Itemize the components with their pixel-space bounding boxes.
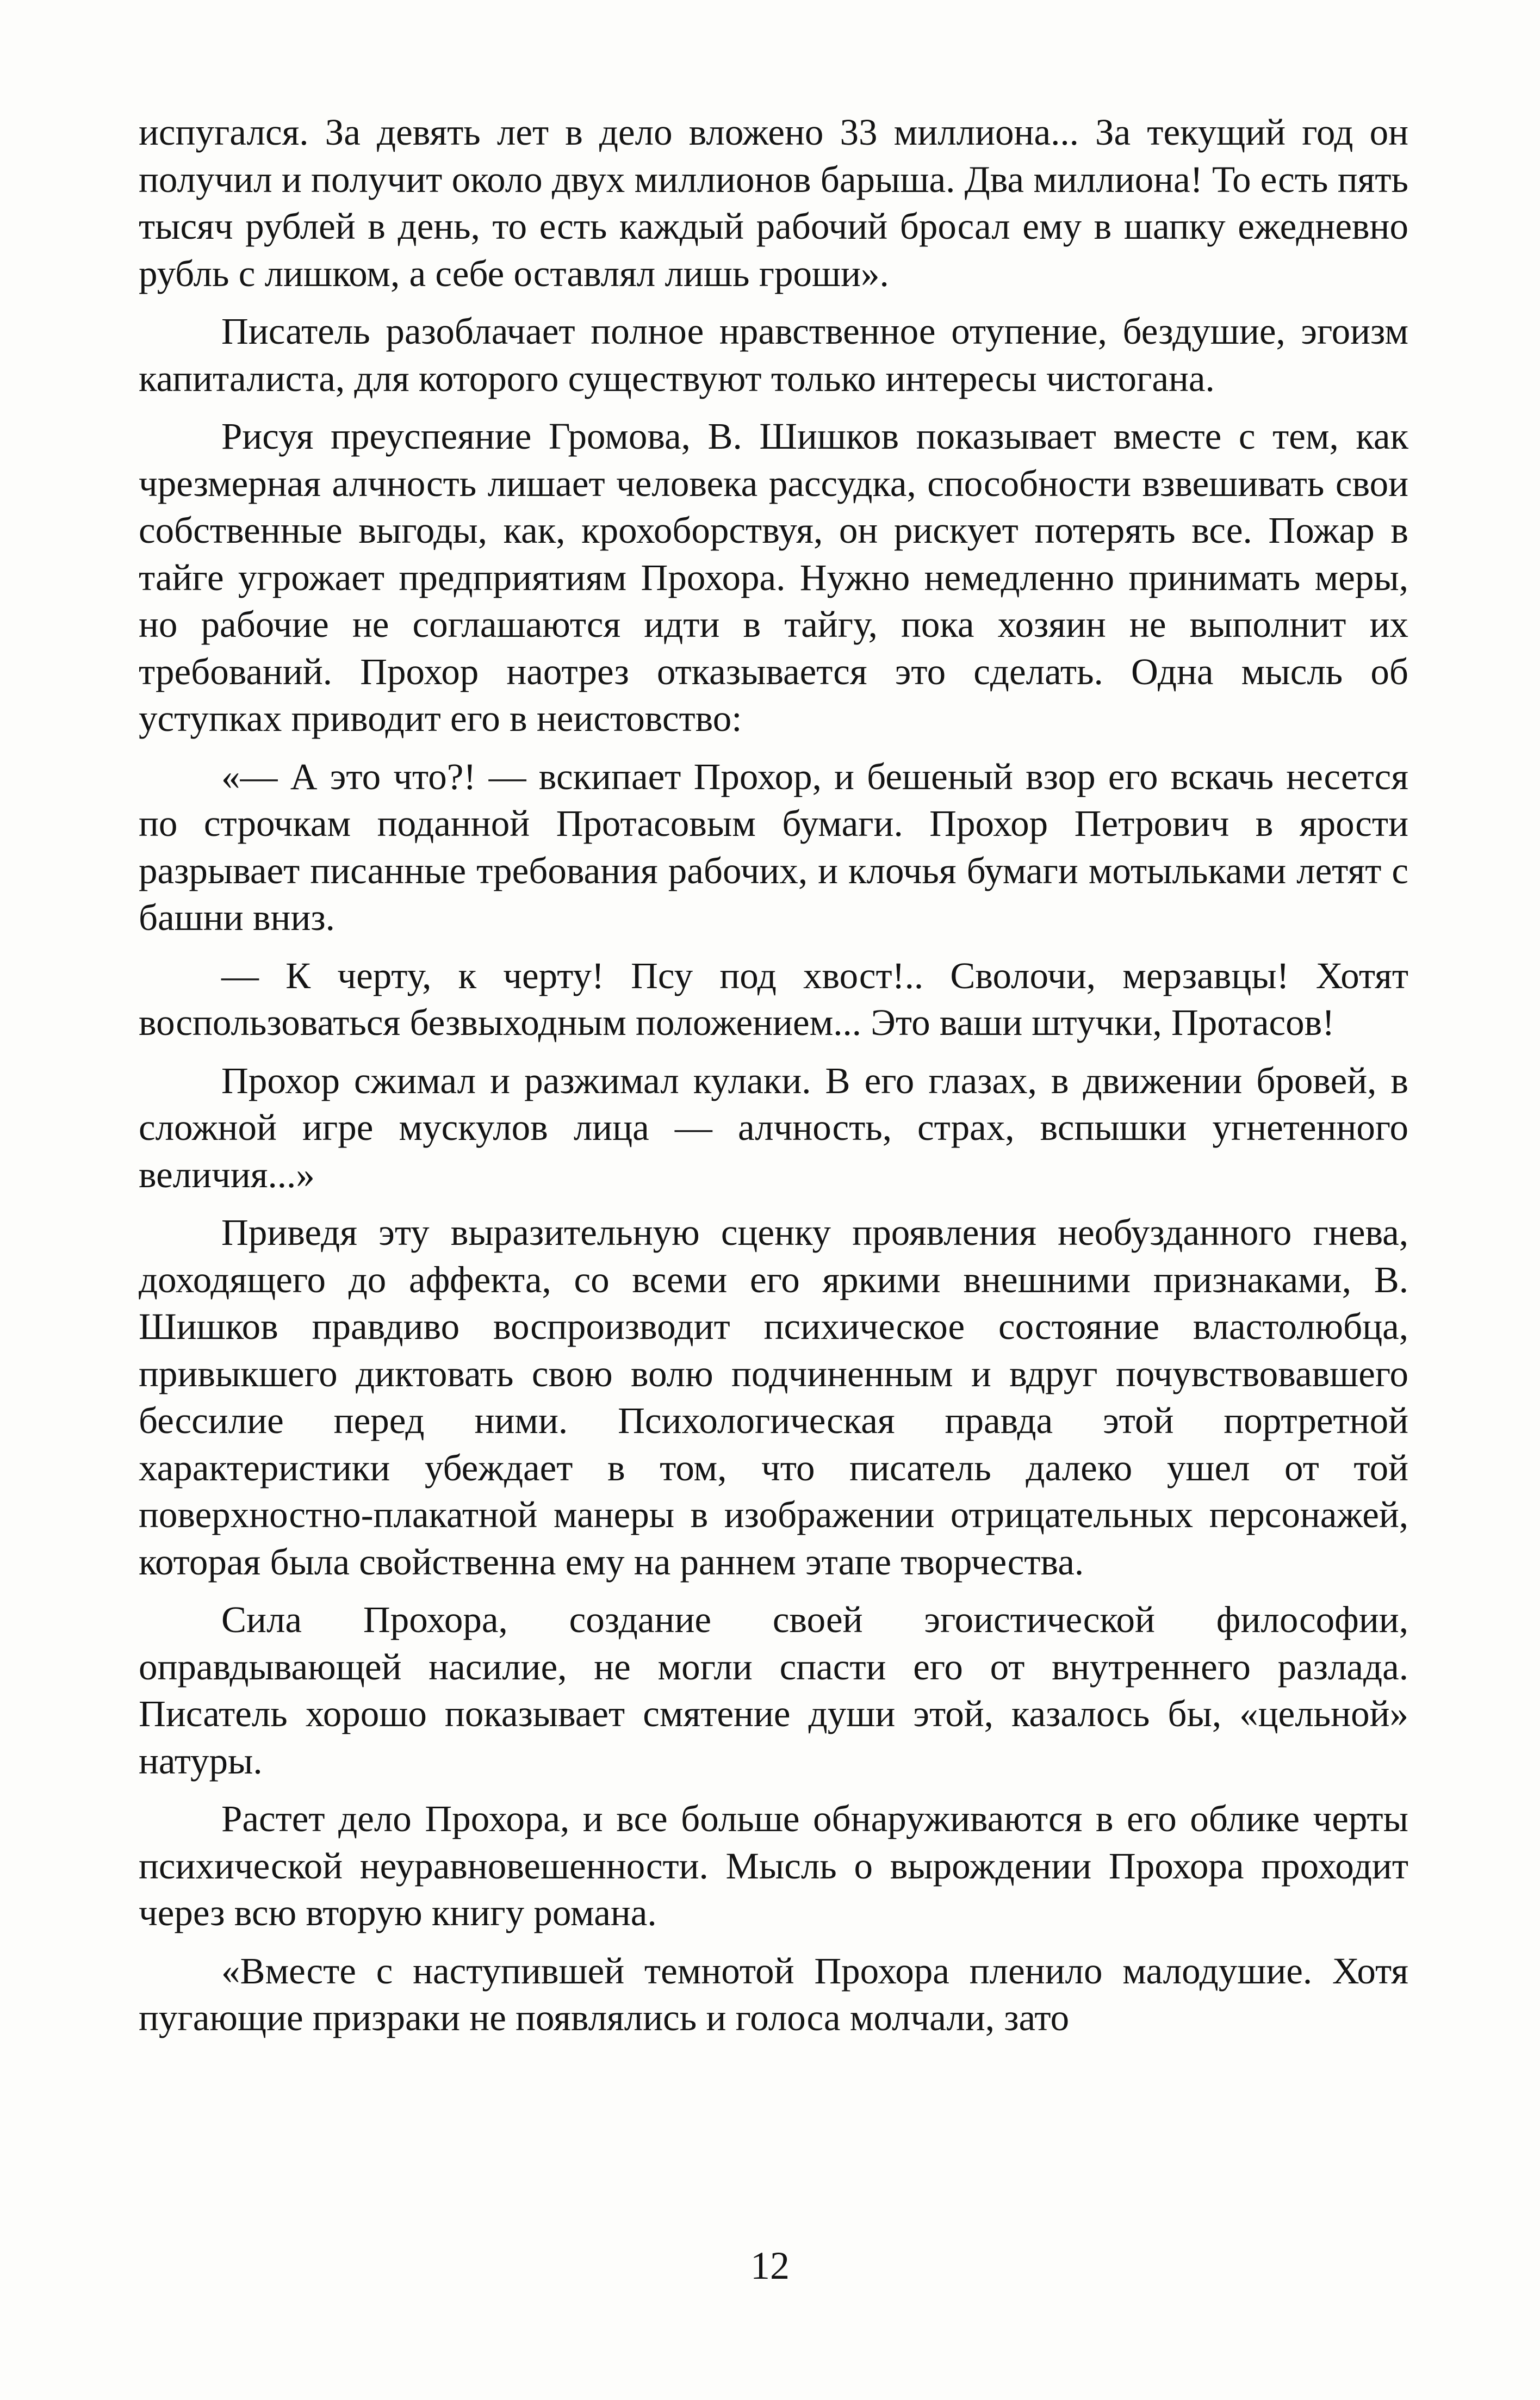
paragraph-4: «— А это что?! — вскипает Прохор, и бешеный взор его вскачь несется по строчкам поданной Протасовым бумаги. Прохор Петрович в ярости разрывает писанные требования рабочих, и клочья бумаги мотыльками летят с башни вниз. (139, 755, 1408, 938)
paragraph-3: Рисуя преуспеяние Громова, В. Шишков показывает вместе с тем, как чрезмерная алчность лишает человека рассудка, способности взвешивать свои собственные выгоды, как, крохоборствуя, он рискует потерять все. Пожар в тайге угрожает предприятиям Прохора. Нужно немедленно принимать меры, но рабочие не соглашаются идти в тайгу, пока хозяин не выполнит их требований. Прохор наотрез отказывается это сделать. Одна мысль об уступках приводит его в неистовство: (139, 415, 1408, 739)
page-body-text (139, 109, 1408, 2052)
paragraph-10: «Вместе с наступившей темнотой Прохора пленило малодушие. Хотя пугающие призраки не появлялись и голоса молчали, зато (139, 1950, 1408, 2038)
paragraph-1: испугался. За девять лет в дело вложено 33 миллиона... За текущий год он получил и получит около двух миллионов барыша. Два миллиона! То есть пять тысяч рублей в день, то есть каждый рабочий бросал ему в шапку ежедневно рубль с лишком, а себе оставлял лишь гроши». (139, 111, 1408, 294)
paragraph-6: Прохор сжимал и разжимал кулаки. В его глазах, в движении бровей, в сложной игре мускулов лица — алчность, страх, вспышки угнетенного величия...» (139, 1059, 1408, 1195)
paragraph-9: Растет дело Прохора, и все больше обнаруживаются в его облике черты психической неуравновешенности. Мысль о вырождении Прохора проходит через всю вторую книгу романа. (139, 1798, 1408, 1933)
paragraph-5: — К черту, к черту! Псу под хвост!.. Сволочи, мерзавцы! Хотят воспользоваться безвыходным положением... Это ваши штучки, Протасов! (139, 954, 1408, 1043)
page-number: 12 (750, 2244, 790, 2287)
paragraph-2: Писатель разоблачает полное нравственное отупение, бездушие, эгоизм капиталиста, для которого существуют только интересы чистогана. (139, 311, 1408, 399)
paragraph-8: Сила Прохора, создание своей эгоистической философии, оправдывающей насилие, не могли спасти его от внутреннего разлада. Писатель хорошо показывает смятение души этой, казалось бы, «цельной» натуры. (139, 1599, 1408, 1782)
paragraph-7: Приведя эту выразительную сценку проявления необузданного гнева, доходящего до аффекта, со всеми его яркими внешними признаками, В. Шишков правдиво воспроизводит психическое состояние властолюбца, привыкшего диктовать свою волю подчиненным и вдруг почувствовавшего бессилие перед ними. Психологическая правда этой портретной характеристики убеждает в том, что писатель далеко ушел от той поверхностно-плакатной манеры в изображении отрицательных персонажей, которая была свойственна ему на раннем этапе творчества. (139, 1212, 1408, 1583)
